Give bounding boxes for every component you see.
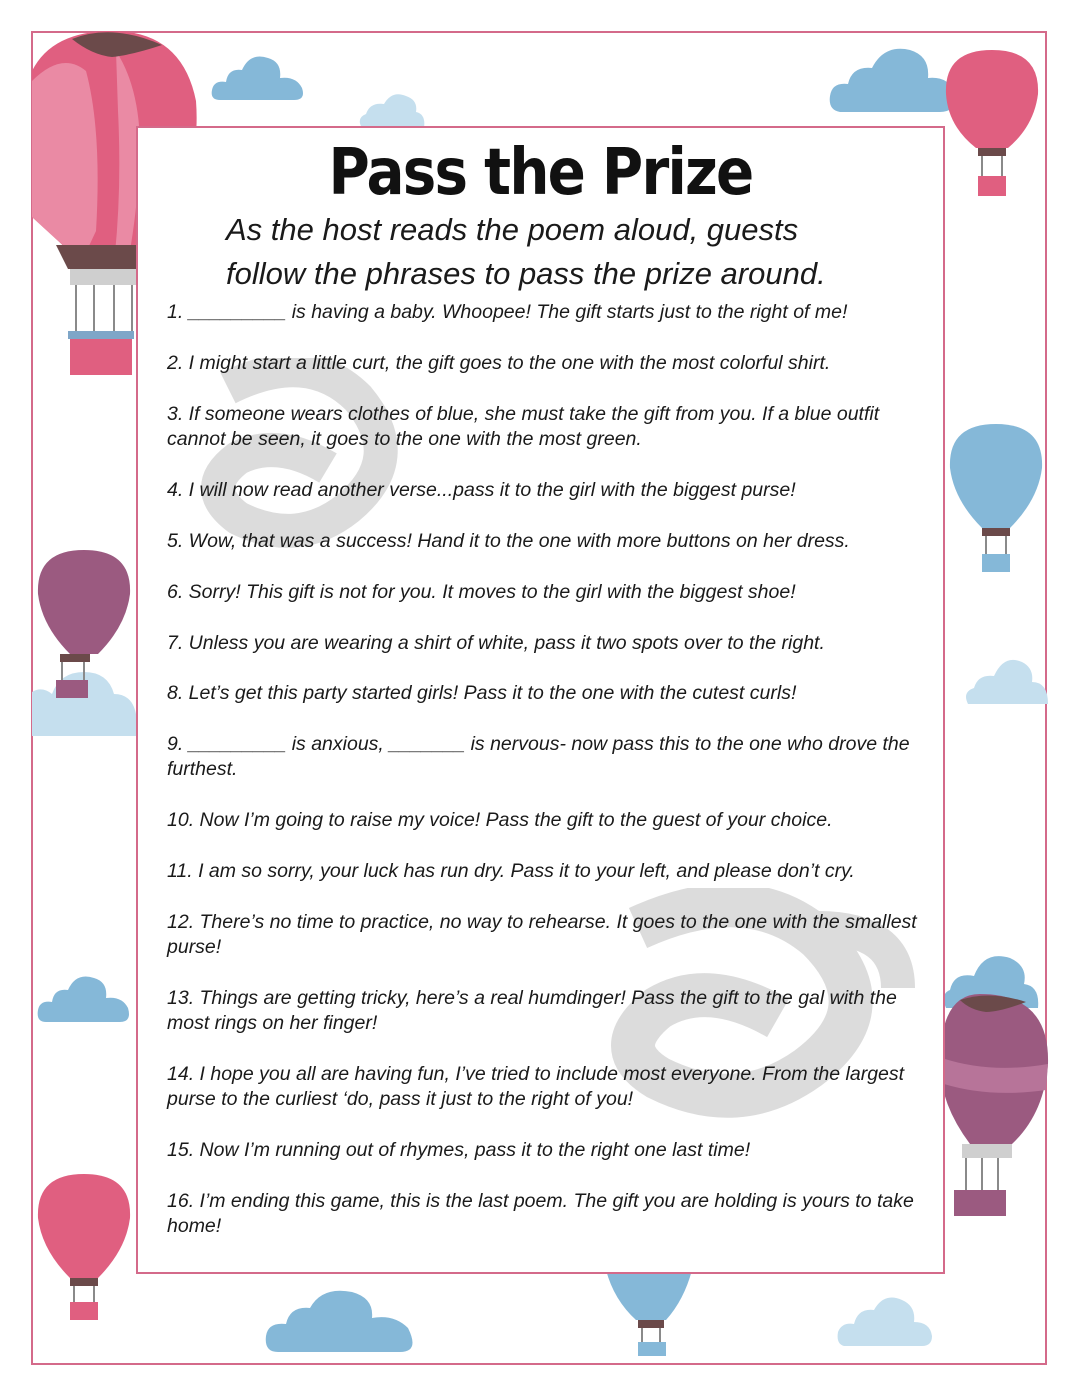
poem-item: 3. If someone wears clothes of blue, she must take the gift from you. If a blue outfit cannot be seen, it goes to the one with the most green.: [167, 403, 880, 450]
poem-item: 10. Now I’m going to raise my voice! Pass the gift to the guest of your choice.: [167, 809, 833, 831]
poem-item: 14. I hope you all are having fun, I’ve tried to include most everyone. From the largest purse to the curliest ‘do, pass it just to the right of you!: [167, 1063, 905, 1110]
cloud-icon: [356, 88, 426, 128]
cloud-icon: [836, 1292, 932, 1346]
poem-item: 13. Things are getting tricky, here’s a real humdinger! Pass the gift to the gal with the most rings on her finger!: [167, 987, 897, 1034]
poem-item: 16. I’m ending this game, this is the last poem. The gift you are holding is yours to take home!: [167, 1190, 914, 1237]
subtitle-line-1: As the host reads the poem aloud, guests: [226, 212, 799, 247]
cloud-icon: [36, 968, 132, 1024]
poem-item: 12. There’s no time to practice, no way to rehearse. It goes to the one with the smallest purse!: [167, 911, 917, 958]
hot-air-balloon-icon: [606, 1270, 692, 1358]
poem-item: 11. I am so sorry, your luck has run dry. Pass it to your left, and please don’t cry.: [167, 860, 855, 882]
hot-air-balloon-icon: [944, 50, 1040, 198]
hot-air-balloon-icon: [940, 994, 1050, 1222]
cloud-icon: [962, 652, 1048, 704]
poem-item: 15. Now I’m running out of rhymes, pass it to the right one last time!: [167, 1139, 751, 1161]
cloud-icon: [264, 1286, 420, 1352]
poem-item: 4. I will now read another verse...pass it to the girl with the biggest purse!: [167, 479, 796, 501]
subtitle-line-2: follow the phrases to pass the prize around.: [226, 256, 826, 291]
poem-item: 1. _________ is having a baby. Whoopee! The gift starts just to the right of me!: [167, 301, 848, 323]
watermark-logo-icon: [198, 358, 428, 558]
poem-item: 7. Unless you are wearing a shirt of white, pass it two spots over to the right.: [167, 632, 825, 654]
cloud-icon: [828, 40, 958, 112]
cloud-icon: [210, 48, 306, 104]
poem-item: 8. Let’s get this party started girls! Pass it to the one with the cutest curls!: [167, 682, 797, 704]
hot-air-balloon-icon: [36, 550, 132, 700]
poem-item: 9. _________ is anxious, _______ is nervous- now pass this to the one who drove the furthest.: [167, 733, 910, 780]
subtitle: [226, 208, 866, 296]
poem-item: 6. Sorry! This gift is not for you. It moves to the girl with the biggest shoe!: [167, 581, 796, 603]
hot-air-balloon-icon: [36, 1174, 132, 1322]
page-title: Pass the Prize: [328, 136, 753, 210]
game-card: [136, 126, 945, 1274]
poem-item: 2. I might start a little curt, the gift goes to the one with the most colorful shirt.: [167, 352, 831, 374]
poem-item: 5. Wow, that was a success! Hand it to the one with more buttons on her dress.: [167, 530, 850, 552]
hot-air-balloon-icon: [948, 424, 1044, 574]
